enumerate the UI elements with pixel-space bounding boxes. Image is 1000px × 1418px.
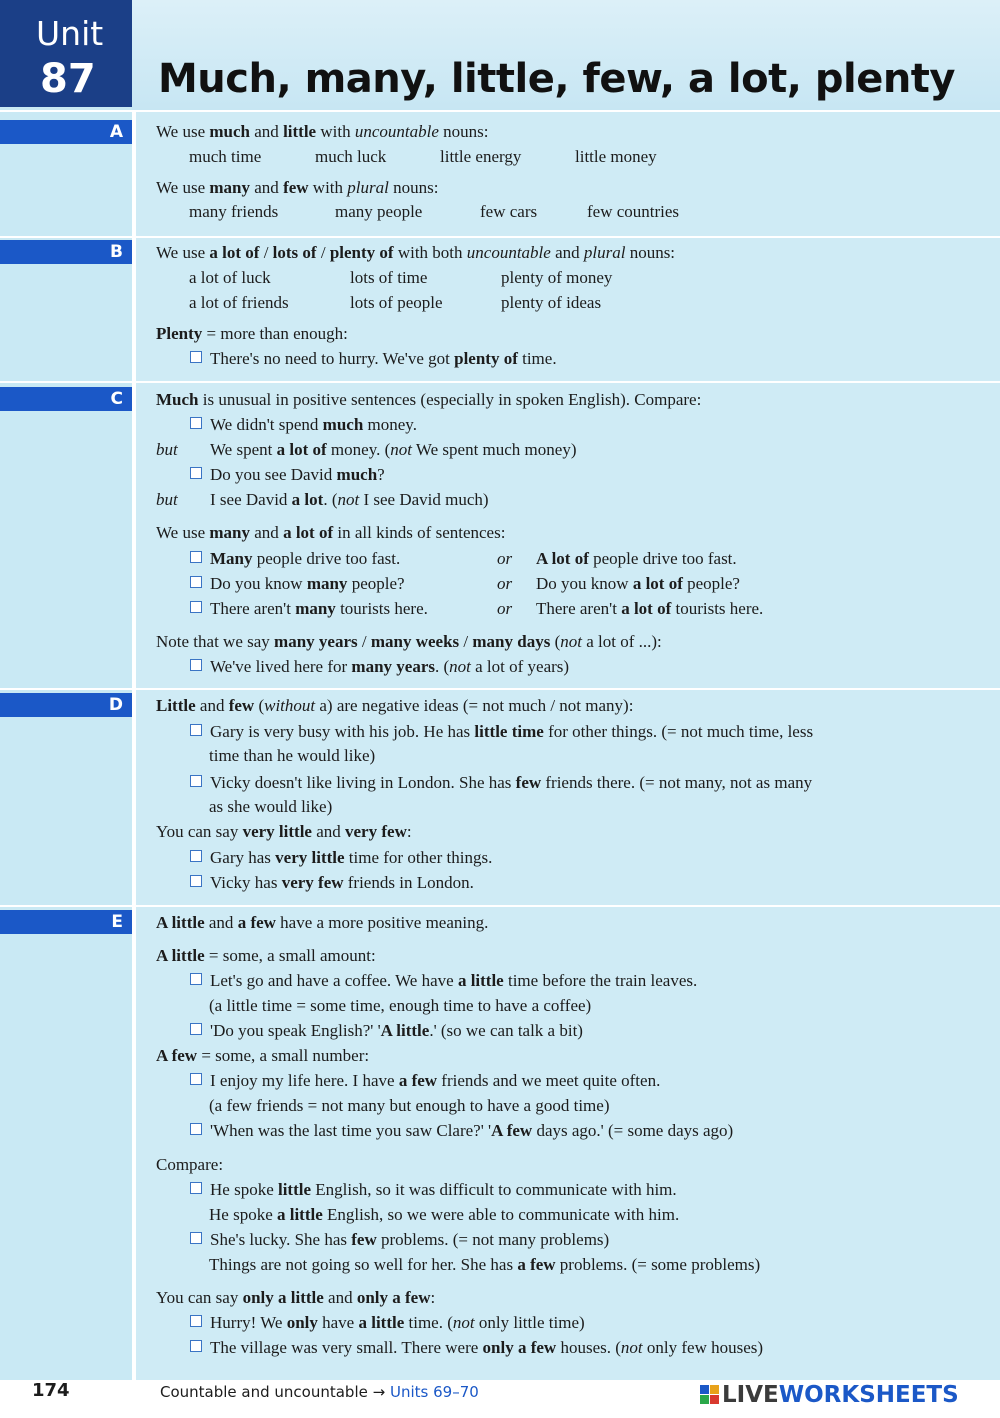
separator (0, 905, 1000, 907)
section-b-rule-1: We use a lot of / lots of / plenty of with both uncountable and plural nouns: (156, 243, 676, 262)
page-number: 174 (32, 1380, 70, 1401)
left-margin-band (0, 0, 132, 1380)
example-phrase: plenty of money (501, 268, 613, 287)
example-phrase: a lot of friends (189, 293, 289, 312)
section-d-rule-1: Little and few (without a) are negative ideas (= not much / not many): (156, 696, 634, 715)
brand-suffix: WORKSHEETS (778, 1382, 959, 1408)
compare-label: Compare: (156, 1155, 224, 1174)
bullet-box-icon (190, 1315, 202, 1327)
example-sentence: She's lucky. She has few problems. (= not many problems) (190, 1228, 609, 1252)
example-continuation: time than he would like) (209, 746, 376, 765)
example-sentence: 'When was the last time you saw Clare?' 'A few days ago.' (= some days ago) (190, 1119, 733, 1143)
section-tab-c: C (0, 387, 132, 411)
example-sentence: Let's go and have a coffee. We have a little time before the train leaves. (190, 969, 697, 993)
bullet-box-icon (190, 1023, 202, 1035)
section-tab-d: D (0, 693, 132, 717)
brand-prefix: LIVE (722, 1382, 779, 1408)
example-sentence: Do you know many people? (190, 572, 405, 596)
section-e-rule-1: A little and a few have a more positive meaning. (156, 913, 489, 932)
bullet-box-icon (190, 724, 202, 736)
example-phrase: lots of time (350, 268, 428, 287)
section-d-rule-2: You can say very little and very few: (156, 822, 412, 841)
example-sentence: Vicky has very few friends in London. (190, 871, 474, 895)
unit-label: Unit (36, 14, 104, 53)
bullet-box-icon (190, 775, 202, 787)
example-continuation: Things are not going so well for her. She has a few problems. (= some problems) (209, 1255, 761, 1274)
units-link[interactable]: Units 69–70 (390, 1383, 479, 1401)
section-e-rule-4: You can say only a little and only a few: (156, 1288, 436, 1307)
example-sentence: The village was very small. There were only a few houses. (not only few houses) (190, 1336, 763, 1360)
example-sentence: 'Do you speak English?' 'A little.' (so we can talk a bit) (190, 1019, 583, 1043)
example-sentence: Do you know a lot of people? (536, 574, 740, 593)
example-sentence: Do you see David much? (190, 463, 385, 487)
example-phrase: many friends (189, 202, 279, 221)
example-phrase: much time (189, 147, 262, 166)
example-sentence: Vicky doesn't like living in London. She has few friends there. (= not many, not as many (190, 771, 812, 795)
page-title: Much, many, little, few, a lot, plenty (158, 56, 955, 102)
example-phrase: much luck (315, 147, 387, 166)
bullet-box-icon (190, 659, 202, 671)
example-sentence: There aren't many tourists here. (190, 597, 428, 621)
section-e-rule-3: A few = some, a small number: (156, 1046, 370, 1065)
bullet-box-icon (190, 551, 202, 563)
example-continuation: as she would like) (209, 797, 333, 816)
liveworksheets-logo (700, 1380, 959, 1410)
bullet-box-icon (190, 875, 202, 887)
section-b-plenty-definition: Plenty = more than enough: (156, 324, 348, 343)
example-continuation: He spoke a little English, so we were able to communicate with him. (209, 1205, 680, 1224)
cross-reference (160, 1380, 479, 1404)
example-continuation: (a few friends = not many but enough to have a good time) (209, 1096, 610, 1115)
example-phrase: many people (335, 202, 423, 221)
but-label: but (156, 490, 178, 509)
section-c-rule-1: Much is unusual in positive sentences (especially in spoken English). Compare: (156, 390, 702, 409)
bullet-box-icon (190, 1340, 202, 1352)
example-sentence: We've lived here for many years. (not a lot of years) (190, 655, 569, 679)
example-phrase: plenty of ideas (501, 293, 602, 312)
bullet-box-icon (190, 417, 202, 429)
example-sentence: We spent a lot of money. (not We spent much money) (210, 440, 577, 459)
but-label: but (156, 440, 178, 459)
unit-number: 87 (40, 56, 96, 102)
separator (0, 381, 1000, 383)
bullet-box-icon (190, 576, 202, 588)
bullet-box-icon (190, 1182, 202, 1194)
unit-box (0, 0, 132, 107)
example-phrase: few cars (480, 202, 538, 221)
bullet-box-icon (190, 1123, 202, 1135)
example-phrase: few countries (587, 202, 680, 221)
bullet-box-icon (190, 351, 202, 363)
example-phrase: a lot of luck (189, 268, 271, 287)
section-a-rule-1: We use much and little with uncountable nouns: (156, 122, 489, 141)
separator (0, 236, 1000, 238)
separator (0, 110, 1000, 112)
example-sentence: A lot of people drive too fast. (536, 549, 737, 568)
example-sentence: I see David a lot. (not I see David much) (210, 490, 489, 509)
separator (0, 688, 1000, 690)
example-sentence: There aren't a lot of tourists here. (536, 599, 764, 618)
bullet-box-icon (190, 601, 202, 613)
bullet-box-icon (190, 973, 202, 985)
cross-reference-label: Countable and uncountable (160, 1383, 368, 1401)
or-label: or (497, 549, 513, 568)
section-c-rule-2: We use many and a lot of in all kinds of sentences: (156, 523, 506, 542)
or-label: or (497, 574, 513, 593)
section-tab-b: B (0, 240, 132, 264)
example-sentence: Gary is very busy with his job. He has little time for other things. (= not much time, less (190, 720, 813, 744)
example-sentence: We didn't spend much money. (190, 413, 417, 437)
section-c-rule-3: Note that we say many years / many weeks / many days (not a lot of ...): (156, 632, 662, 651)
bullet-box-icon (190, 467, 202, 479)
example-phrase: lots of people (350, 293, 443, 312)
example-phrase: little energy (440, 147, 522, 166)
example-sentence: I enjoy my life here. I have a few friends and we meet quite often. (190, 1069, 660, 1093)
liveworksheets-mark-icon (700, 1383, 720, 1405)
section-tab-a: A (0, 120, 132, 144)
example-sentence: Many people drive too fast. (190, 547, 400, 571)
example-continuation: (a little time = some time, enough time to have a coffee) (209, 996, 592, 1015)
example-sentence: Hurry! We only have a little time. (not only little time) (190, 1311, 585, 1335)
bullet-box-icon (190, 850, 202, 862)
section-tab-e: E (0, 910, 132, 934)
arrow-right-icon: → (372, 1383, 386, 1401)
bullet-box-icon (190, 1232, 202, 1244)
example-sentence: There's no need to hurry. We've got plenty of time. (190, 347, 557, 371)
example-sentence: Gary has very little time for other things. (190, 846, 492, 870)
section-a-rule-2: We use many and few with plural nouns: (156, 178, 439, 197)
bullet-box-icon (190, 1073, 202, 1085)
section-e-rule-2: A little = some, a small amount: (156, 946, 376, 965)
or-label: or (497, 599, 513, 618)
example-sentence: He spoke little English, so it was difficult to communicate with him. (190, 1178, 677, 1202)
example-phrase: little money (575, 147, 657, 166)
